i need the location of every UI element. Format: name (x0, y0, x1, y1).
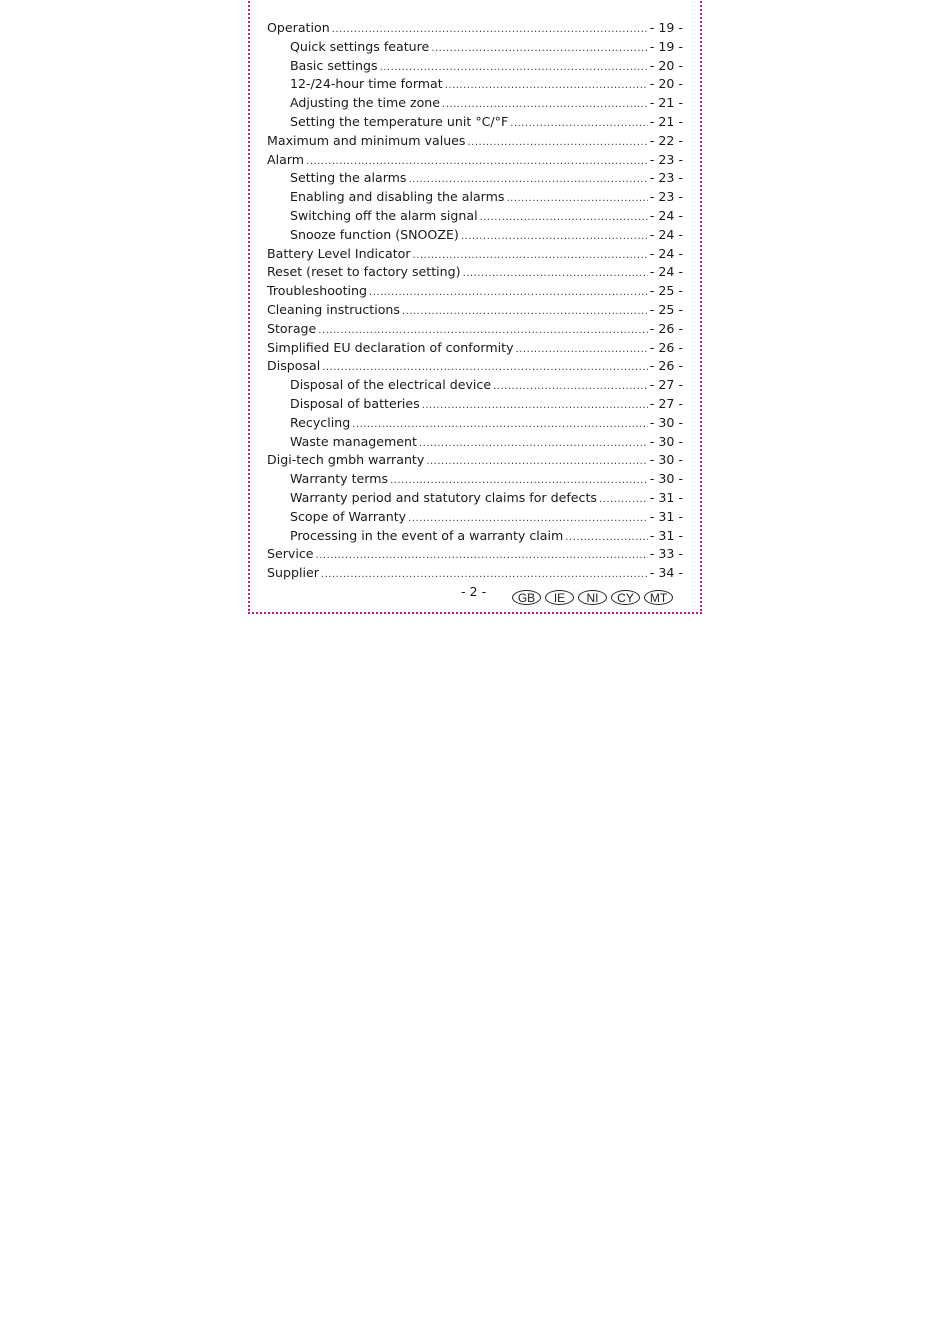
toc-entry-page: - 22 - (649, 132, 683, 148)
page-number: - 2 - (461, 584, 487, 599)
toc-entry-title: Disposal of the electrical device (290, 377, 492, 393)
toc-entry-title: Troubleshooting (267, 283, 368, 299)
toc-entry[interactable] (267, 357, 683, 376)
toc-entry-title: Disposal of batteries (290, 395, 420, 411)
toc-dot-leader (463, 265, 648, 284)
toc-dot-leader (422, 397, 648, 416)
toc-dot-leader (493, 378, 648, 397)
toc-entry-page: - 30 - (649, 471, 683, 487)
toc-entry-title: Maximum and minimum values (267, 132, 466, 148)
toc-entry[interactable] (267, 395, 683, 414)
toc-entry-title: Disposal (267, 358, 321, 374)
toc-entry-page: - 31 - (649, 489, 683, 505)
toc-entry-title: Warranty period and statutory claims for defects (290, 489, 597, 505)
country-badges (512, 590, 673, 605)
toc-entry-title: Setting the temperature unit °C/°F (290, 113, 509, 129)
toc-entry-page: - 30 - (649, 414, 683, 430)
toc-entry-page: - 27 - (649, 377, 683, 393)
toc-entry-page: - 33 - (649, 546, 683, 562)
table-of-contents (267, 19, 683, 583)
toc-entry-page: - 25 - (649, 301, 683, 317)
toc-entry-title: Reset (reset to factory setting) (267, 264, 461, 280)
toc-entry-page: - 26 - (649, 358, 683, 374)
toc-entry-page: - 21 - (649, 95, 683, 111)
toc-entry-page: - 23 - (649, 170, 683, 186)
toc-entry[interactable] (267, 545, 683, 564)
toc-entry-title: Alarm (267, 151, 305, 167)
toc-entry-page: - 24 - (649, 207, 683, 223)
toc-entry[interactable] (267, 38, 683, 57)
toc-entry-page: - 27 - (649, 395, 683, 411)
toc-dot-leader (445, 77, 648, 96)
toc-entry-page: - 26 - (649, 339, 683, 355)
toc-entry[interactable] (267, 207, 683, 226)
country-badge: CY (611, 590, 640, 605)
toc-entry[interactable] (267, 75, 683, 94)
toc-entry-page: - 31 - (649, 527, 683, 543)
toc-entry-title: Recycling (290, 414, 351, 430)
country-badge: GB (512, 590, 541, 605)
toc-dot-leader (516, 341, 648, 360)
toc-entry[interactable] (267, 470, 683, 489)
toc-entry-title: Digi-tech gmbh warranty (267, 452, 425, 468)
toc-entry-page: - 20 - (649, 57, 683, 73)
toc-entry-page: - 30 - (649, 452, 683, 468)
toc-entry[interactable] (267, 151, 683, 170)
toc-entry-title: Quick settings feature (290, 38, 430, 54)
toc-entry-title: Supplier (267, 565, 319, 581)
toc-entry-title: Simplified EU declaration of conformity (267, 339, 514, 355)
toc-entry-page: - 20 - (649, 76, 683, 92)
toc-entry[interactable] (267, 564, 683, 583)
country-badge: IE (545, 590, 574, 605)
toc-entry-title: Battery Level Indicator (267, 245, 411, 261)
toc-dot-leader (510, 115, 648, 134)
toc-entry[interactable] (267, 57, 683, 76)
toc-entry[interactable] (267, 489, 683, 508)
toc-entry[interactable] (267, 188, 683, 207)
toc-entry-page: - 21 - (649, 113, 683, 129)
toc-entry[interactable] (267, 376, 683, 395)
toc-dot-leader (565, 529, 648, 548)
toc-entry[interactable] (267, 451, 683, 470)
toc-entry[interactable] (267, 414, 683, 433)
toc-entry-title: Scope of Warranty (290, 508, 407, 524)
toc-entry-page: - 34 - (649, 565, 683, 581)
toc-entry[interactable] (267, 263, 683, 282)
toc-entry-page: - 23 - (649, 151, 683, 167)
toc-entry[interactable] (267, 94, 683, 113)
country-badge: MT (644, 590, 673, 605)
toc-entry-page: - 23 - (649, 189, 683, 205)
toc-entry[interactable] (267, 226, 683, 245)
toc-entry-title: Enabling and disabling the alarms (290, 189, 505, 205)
toc-entry-page: - 30 - (649, 433, 683, 449)
toc-entry[interactable] (267, 113, 683, 132)
toc-dot-leader (461, 228, 648, 247)
toc-entry[interactable] (267, 433, 683, 452)
toc-entry[interactable] (267, 320, 683, 339)
toc-entry[interactable] (267, 301, 683, 320)
toc-entry-title: Warranty terms (290, 471, 389, 487)
toc-entry-page: - 24 - (649, 245, 683, 261)
toc-entry[interactable] (267, 169, 683, 188)
toc-entry-page: - 26 - (649, 320, 683, 336)
toc-entry-title: Snooze function (SNOOZE) (290, 226, 459, 242)
country-badge: NI (578, 590, 607, 605)
toc-entry-title: Processing in the event of a warranty claim (290, 527, 564, 543)
toc-entry-title: Setting the alarms (290, 170, 407, 186)
toc-entry-page: - 24 - (649, 226, 683, 242)
toc-entry-title: Basic settings (290, 57, 378, 73)
toc-dot-leader (402, 303, 648, 322)
toc-dot-leader (369, 284, 648, 303)
toc-dot-leader (599, 491, 648, 510)
toc-entry-page: - 19 - (649, 20, 683, 35)
toc-entry-title: Adjusting the time zone (290, 95, 441, 111)
toc-entry-page: - 19 - (649, 38, 683, 54)
toc-entry-title: Storage (267, 320, 317, 336)
toc-entry-title: Service (267, 546, 314, 562)
toc-entry[interactable] (267, 282, 683, 301)
toc-entry-title: Waste management (290, 433, 417, 449)
toc-entry[interactable] (267, 527, 683, 546)
toc-dot-leader (431, 40, 648, 59)
toc-dot-leader (480, 209, 648, 228)
toc-entry-page: - 24 - (649, 264, 683, 280)
toc-entry-title: 12-/24-hour time format (290, 76, 443, 92)
toc-entry-page: - 25 - (649, 283, 683, 299)
toc-entry-page: - 31 - (649, 508, 683, 524)
toc-entry-title: Operation (267, 20, 330, 35)
toc-dot-leader (316, 547, 648, 566)
toc-dot-leader (419, 435, 648, 454)
toc-entry-title: Switching off the alarm signal (290, 207, 478, 223)
toc-entry[interactable] (267, 132, 683, 151)
toc-dot-leader (321, 566, 648, 585)
toc-entry-title: Cleaning instructions (267, 301, 400, 317)
toc-dot-leader (506, 190, 647, 209)
toc-dot-leader (467, 134, 647, 153)
toc-entry[interactable] (267, 245, 683, 264)
toc-dot-leader (426, 453, 648, 472)
toc-entry[interactable] (267, 19, 683, 38)
toc-entry[interactable] (267, 339, 683, 358)
toc-entry[interactable] (267, 508, 683, 527)
